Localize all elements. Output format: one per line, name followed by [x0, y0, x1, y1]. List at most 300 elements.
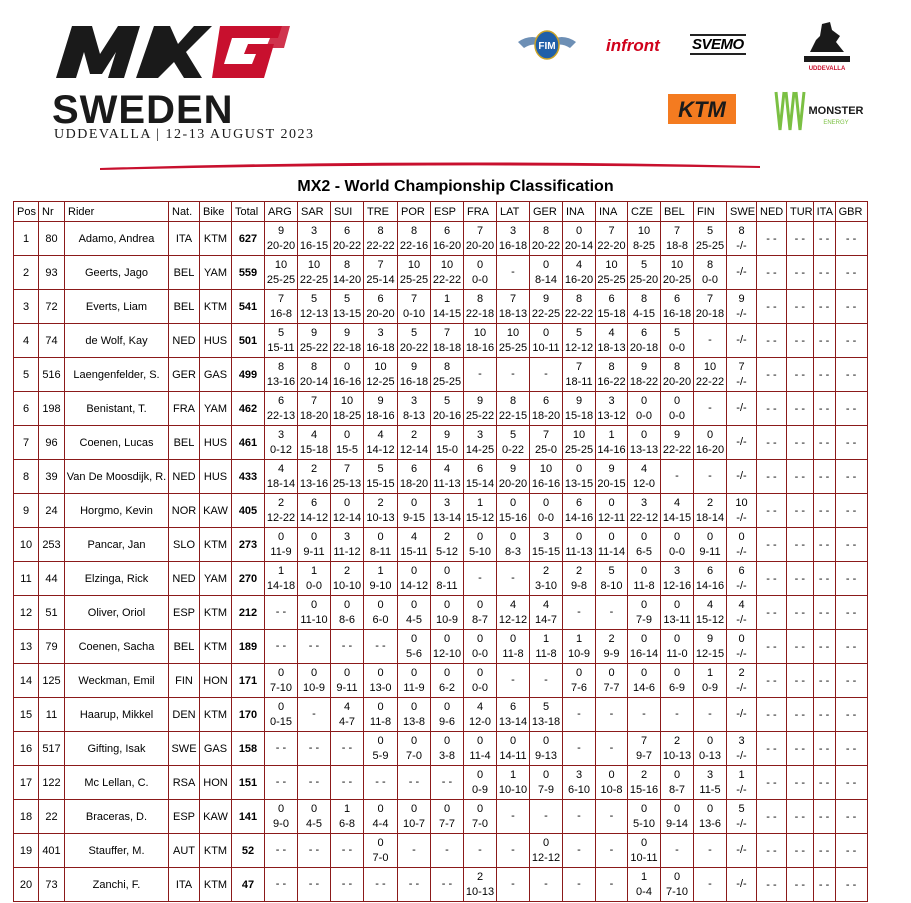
col-race-6: FRA — [464, 202, 497, 222]
cell-future: - - — [757, 766, 787, 800]
cell-race-result — [298, 664, 331, 698]
race-positions: 13-16 — [299, 477, 329, 490]
cell-future: - - — [835, 324, 867, 358]
cell-future: - - — [787, 732, 814, 766]
cell-nr: 80 — [39, 222, 65, 256]
race-points: 2 — [343, 564, 351, 577]
race-positions: 10-7 — [402, 817, 426, 830]
cell-race-result — [530, 426, 563, 460]
race-points: 8 — [738, 224, 745, 237]
col-pos: Pos — [14, 202, 39, 222]
col-race-11: CZE — [628, 202, 661, 222]
cell-race-result — [431, 528, 464, 562]
cell-race-result — [464, 358, 497, 392]
cell-race-result — [596, 766, 628, 800]
race-points: 10 — [539, 462, 553, 475]
race-positions: 13-16 — [266, 375, 296, 388]
race-positions: - — [511, 878, 515, 890]
race-points: 10 — [307, 258, 321, 271]
cell-pos: 11 — [14, 562, 39, 596]
cell-future: - - — [787, 494, 814, 528]
cell-future: - - — [757, 222, 787, 256]
cell-rider: de Wolf, Kay — [65, 324, 169, 358]
race-positions: 22-22 — [366, 239, 395, 252]
table-row — [14, 324, 868, 358]
race-points: 0 — [575, 224, 583, 237]
race-points: 10 — [572, 428, 586, 441]
race-positions: 14-16 — [564, 511, 594, 524]
race-points: 6 — [377, 292, 384, 305]
cell-race-result — [398, 596, 431, 630]
cell-race-result — [596, 698, 628, 732]
cell-race-result — [596, 868, 628, 902]
race-positions: - — [675, 470, 679, 482]
race-points: 10 — [670, 258, 684, 271]
race-positions: 20-20 — [465, 239, 495, 252]
cell-future: - - — [835, 630, 867, 664]
col-race-14: SWE — [727, 202, 757, 222]
race-points: 7 — [310, 394, 318, 407]
race-points: 9 — [575, 394, 583, 407]
race-positions: 0-22 — [501, 443, 525, 456]
race-positions: 11-14 — [597, 545, 626, 558]
cell-race-result — [265, 630, 298, 664]
cell-race-result — [596, 460, 628, 494]
race-positions: 9-14 — [665, 817, 689, 830]
cell-rider: Coenen, Sacha — [65, 630, 169, 664]
race-positions: 0-0 — [669, 341, 685, 354]
race-positions: 20-14 — [564, 239, 594, 252]
cell-future: - - — [757, 290, 787, 324]
race-points: 3 — [575, 768, 583, 781]
race-positions: 12-13 — [299, 307, 329, 320]
race-points: 7 — [575, 360, 583, 373]
race-points: 2 — [410, 428, 418, 441]
race-positions: 14-15 — [662, 511, 692, 524]
cell-race-result — [265, 732, 298, 766]
cell-race-result — [431, 494, 464, 528]
cell-bike: KTM — [200, 596, 232, 630]
race-points: 0 — [640, 632, 648, 645]
cell-nat: GER — [169, 358, 200, 392]
race-positions: 8-6 — [339, 613, 355, 626]
race-points: 0 — [277, 802, 285, 815]
race-positions: 22-18 — [332, 341, 362, 354]
cell-total: 501 — [232, 324, 265, 358]
race-positions: - — [478, 572, 482, 584]
cell-future: - - — [835, 222, 867, 256]
cell-race-result — [497, 528, 530, 562]
race-points: 9 — [343, 326, 351, 339]
race-positions: 16-16 — [531, 477, 561, 490]
cell-total: 462 — [232, 392, 265, 426]
race-points: 0 — [377, 530, 384, 543]
cell-race-result — [398, 358, 431, 392]
race-positions: 10-13 — [465, 885, 495, 898]
race-positions: 18-14 — [266, 477, 296, 490]
cell-race-result — [464, 800, 497, 834]
cell-pos: 6 — [14, 392, 39, 426]
race-points: 0 — [377, 598, 384, 611]
race-positions: - - — [408, 878, 420, 890]
cell-future: - - — [757, 528, 787, 562]
cell-nr: 125 — [39, 664, 65, 698]
race-points: 0 — [706, 530, 714, 543]
race-points: 9 — [738, 292, 745, 305]
race-positions: 13-15 — [564, 477, 594, 490]
cell-race-result — [298, 290, 331, 324]
race-positions: - — [609, 810, 614, 822]
race-positions: 18-18 — [432, 341, 462, 354]
race-positions: 0-9 — [702, 681, 718, 694]
race-points: 10 — [407, 258, 421, 271]
cell-nr: 93 — [39, 256, 65, 290]
cell-race-result — [265, 324, 298, 358]
race-positions: - - — [341, 844, 353, 856]
cell-race-result — [596, 290, 628, 324]
cell-race-result — [727, 256, 757, 290]
cell-nr: 516 — [39, 358, 65, 392]
race-positions: 0-0 — [669, 409, 685, 422]
svg-text:KTM: KTM — [678, 97, 726, 122]
race-positions: - - — [308, 640, 320, 652]
race-points: 4 — [608, 326, 615, 339]
cell-future: - - — [835, 290, 867, 324]
race-positions: 12-14 — [332, 511, 362, 524]
cell-race-result — [331, 494, 364, 528]
race-points: 3 — [277, 428, 285, 441]
race-positions: 5-12 — [435, 545, 459, 558]
race-points: 0 — [673, 598, 681, 611]
cell-race-result — [563, 868, 596, 902]
col-future-1: TUR — [787, 202, 814, 222]
cell-race-result — [727, 732, 757, 766]
cell-race-result — [530, 528, 563, 562]
race-positions: -/- — [736, 878, 747, 890]
cell-race-result — [694, 834, 727, 868]
cell-race-result — [398, 732, 431, 766]
race-positions: 0-0 — [702, 273, 718, 286]
cell-race-result — [298, 460, 331, 494]
race-positions: - - — [275, 606, 287, 618]
race-positions: 3-8 — [439, 749, 455, 762]
race-points: 8 — [310, 360, 318, 373]
cell-total: 273 — [232, 528, 265, 562]
col-race-13: FIN — [694, 202, 727, 222]
cell-race-result — [431, 766, 464, 800]
cell-bike: KTM — [200, 222, 232, 256]
cell-future: - - — [835, 256, 867, 290]
race-points: 6 — [738, 564, 745, 577]
race-positions: - — [544, 878, 548, 890]
race-points: 1 — [343, 802, 351, 815]
race-points: 2 — [575, 564, 583, 577]
race-points: 0 — [277, 700, 285, 713]
cell-race-result — [727, 800, 757, 834]
cell-race-result — [331, 528, 364, 562]
cell-future: - - — [835, 834, 867, 868]
race-points: 9 — [640, 360, 648, 373]
race-points: 5 — [410, 326, 418, 339]
cell-race-result — [298, 256, 331, 290]
race-points: 1 — [608, 428, 615, 441]
race-positions: 12-12 — [531, 851, 561, 864]
race-positions: 25-25 — [695, 239, 725, 252]
race-points: 1 — [706, 666, 714, 679]
cell-race-result — [431, 460, 464, 494]
cell-race-result — [265, 426, 298, 460]
cell-race-result — [694, 324, 727, 358]
cell-race-result — [497, 426, 530, 460]
race-positions: 25-22 — [465, 409, 495, 422]
race-positions: 25-14 — [366, 273, 395, 286]
cell-future: - - — [835, 664, 867, 698]
race-positions: 5-9 — [372, 749, 389, 762]
cell-race-result — [331, 290, 364, 324]
race-positions: -/- — [736, 266, 747, 278]
cell-total: 270 — [232, 562, 265, 596]
cell-nr: 73 — [39, 868, 65, 902]
race-points: 3 — [343, 530, 351, 543]
race-points: 1 — [377, 564, 384, 577]
race-points: 7 — [509, 292, 517, 305]
cell-pos: 4 — [14, 324, 39, 358]
cell-nr: 39 — [39, 460, 65, 494]
race-points: 0 — [410, 632, 418, 645]
race-positions: 22-20 — [597, 239, 626, 252]
race-positions: - — [609, 844, 614, 856]
cell-race-result — [694, 766, 727, 800]
cell-race-result — [596, 630, 628, 664]
cell-future: - - — [757, 562, 787, 596]
cell-race-result — [497, 494, 530, 528]
race-positions: - — [609, 742, 614, 754]
race-points: 0 — [509, 496, 517, 509]
race-positions: 16-8 — [269, 307, 293, 320]
race-positions: - — [511, 810, 515, 822]
race-points: 5 — [608, 564, 615, 577]
cell-rider: Horgmo, Kevin — [65, 494, 169, 528]
cell-race-result — [596, 392, 628, 426]
race-points: 0 — [443, 632, 451, 645]
race-positions: - — [577, 810, 581, 822]
race-points: 0 — [476, 768, 484, 781]
race-positions: 15-11 — [267, 341, 295, 354]
race-positions: 6-5 — [636, 545, 652, 558]
race-points: 4 — [673, 496, 681, 509]
race-points: 0 — [673, 530, 681, 543]
cell-race-result — [331, 800, 364, 834]
race-positions: - — [708, 878, 712, 890]
race-positions: 4-5 — [406, 613, 422, 626]
cell-race-result — [694, 494, 727, 528]
cell-future: - - — [757, 664, 787, 698]
race-points: 7 — [277, 292, 285, 305]
race-points: 0 — [410, 734, 418, 747]
cell-race-result — [331, 562, 364, 596]
cell-rider: Mc Lellan, C. — [65, 766, 169, 800]
race-points: 9 — [277, 224, 285, 237]
race-positions: 22-22 — [564, 307, 594, 320]
race-points: 1 — [476, 496, 484, 509]
race-positions: 0-15 — [269, 715, 293, 728]
race-positions: 18-25 — [332, 409, 362, 422]
cell-future: - - — [835, 698, 867, 732]
race-points: 7 — [706, 292, 714, 305]
cell-nat: BEL — [169, 256, 200, 290]
race-points: 2 — [640, 768, 648, 781]
cell-race-result — [265, 528, 298, 562]
cell-race-result — [661, 222, 694, 256]
cell-race-result — [563, 528, 596, 562]
cell-rider: Van De Moosdijk, R. — [65, 460, 169, 494]
cell-pos: 16 — [14, 732, 39, 766]
race-positions: - — [511, 844, 515, 856]
race-points: 0 — [476, 632, 484, 645]
col-race-1: SAR — [298, 202, 331, 222]
cell-race-result — [464, 698, 497, 732]
race-positions: 11-8 — [502, 647, 524, 660]
cell-race-result — [364, 358, 398, 392]
race-positions: 0-0 — [636, 409, 652, 422]
race-positions: 18-8 — [665, 239, 689, 252]
race-points: 8 — [509, 394, 517, 407]
race-points: 8 — [410, 224, 418, 237]
race-positions: 8-3 — [505, 545, 521, 558]
mxgp-logo — [52, 16, 292, 91]
cell-pos: 13 — [14, 630, 39, 664]
cell-race-result — [661, 562, 694, 596]
race-positions: - - — [308, 878, 320, 890]
race-positions: - — [511, 368, 515, 380]
cell-race-result — [563, 562, 596, 596]
race-positions: 15-5 — [335, 443, 359, 456]
race-positions: 14-12 — [399, 579, 429, 592]
cell-total: 151 — [232, 766, 265, 800]
cell-total: 559 — [232, 256, 265, 290]
race-positions: 0-9 — [472, 783, 488, 796]
cell-future: - - — [835, 392, 867, 426]
cell-race-result — [694, 800, 727, 834]
table-row — [14, 630, 868, 664]
race-positions: 16-18 — [662, 307, 692, 320]
race-points: 0 — [343, 598, 351, 611]
race-points: 10 — [735, 496, 748, 509]
race-positions: 22-15 — [498, 409, 528, 422]
cell-race-result — [331, 426, 364, 460]
race-positions: 16-15 — [299, 239, 329, 252]
cell-race-result — [265, 222, 298, 256]
document-header — [0, 0, 911, 175]
cell-race-result — [298, 222, 331, 256]
race-positions: 15-16 — [498, 511, 528, 524]
race-positions: 0-13 — [698, 749, 722, 762]
cell-future: - - — [813, 392, 835, 426]
cell-rider: Zanchi, F. — [65, 868, 169, 902]
race-positions: - - — [275, 640, 287, 652]
race-points: 0 — [575, 666, 583, 679]
cell-race-result — [628, 766, 661, 800]
race-positions: 11-8 — [535, 647, 557, 660]
cell-total: 52 — [232, 834, 265, 868]
table-row — [14, 732, 868, 766]
cell-race-result — [530, 732, 563, 766]
race-points: 0 — [410, 564, 418, 577]
cell-race-result — [298, 834, 331, 868]
cell-race-result — [298, 596, 331, 630]
cell-nr: 253 — [39, 528, 65, 562]
race-positions: 11-9 — [403, 681, 425, 694]
race-positions: 14-15 — [432, 307, 462, 320]
cell-race-result — [431, 222, 464, 256]
race-positions: - — [412, 844, 416, 856]
cell-race-result — [331, 222, 364, 256]
cell-pos: 5 — [14, 358, 39, 392]
race-points: 9 — [310, 326, 318, 339]
cell-race-result — [265, 290, 298, 324]
race-positions: 18-11 — [565, 375, 593, 388]
race-positions: 7-9 — [538, 783, 554, 796]
race-points: 6 — [343, 224, 351, 237]
race-points: 0 — [640, 530, 648, 543]
race-positions: 0-0 — [669, 545, 685, 558]
cell-total: 405 — [232, 494, 265, 528]
race-points: 0 — [443, 802, 451, 815]
race-positions: - — [577, 878, 581, 890]
race-positions: 18-22 — [629, 375, 659, 388]
race-positions: 11-4 — [469, 749, 491, 762]
race-points: 0 — [476, 802, 484, 815]
cell-race-result — [596, 834, 628, 868]
race-points: 0 — [640, 836, 648, 849]
cell-race-result — [530, 392, 563, 426]
race-points: 6 — [277, 394, 285, 407]
race-positions: - — [675, 708, 679, 720]
cell-race-result — [563, 766, 596, 800]
cell-race-result — [464, 766, 497, 800]
race-positions: 16-20 — [695, 443, 725, 456]
classification-table — [13, 201, 868, 902]
cell-race-result — [464, 630, 497, 664]
cell-bike: GAS — [200, 732, 232, 766]
race-positions: 12-0 — [468, 715, 492, 728]
cell-future: - - — [787, 426, 814, 460]
race-positions: 6-8 — [339, 817, 355, 830]
cell-pos: 18 — [14, 800, 39, 834]
race-positions: - - — [275, 742, 287, 754]
race-points: 0 — [443, 666, 451, 679]
race-positions: 9-15 — [402, 511, 426, 524]
svg-text:UDDEVALLA: UDDEVALLA — [808, 66, 846, 72]
race-points: 9 — [542, 292, 550, 305]
race-points: 4 — [738, 598, 745, 611]
cell-race-result — [530, 494, 563, 528]
race-points: 0 — [410, 700, 418, 713]
col-future-2: ITA — [813, 202, 835, 222]
race-points: 0 — [542, 768, 550, 781]
cell-race-result — [298, 562, 331, 596]
race-points: 7 — [443, 326, 451, 339]
race-positions: 10-9 — [567, 647, 591, 660]
race-points: 6 — [575, 496, 583, 509]
race-positions: 6-10 — [567, 783, 591, 796]
race-positions: 9-8 — [571, 579, 587, 592]
race-positions: 0-4 — [636, 885, 652, 898]
cell-race-result — [431, 358, 464, 392]
cell-race-result — [398, 562, 431, 596]
cell-race-result — [530, 868, 563, 902]
cell-race-result — [331, 664, 364, 698]
